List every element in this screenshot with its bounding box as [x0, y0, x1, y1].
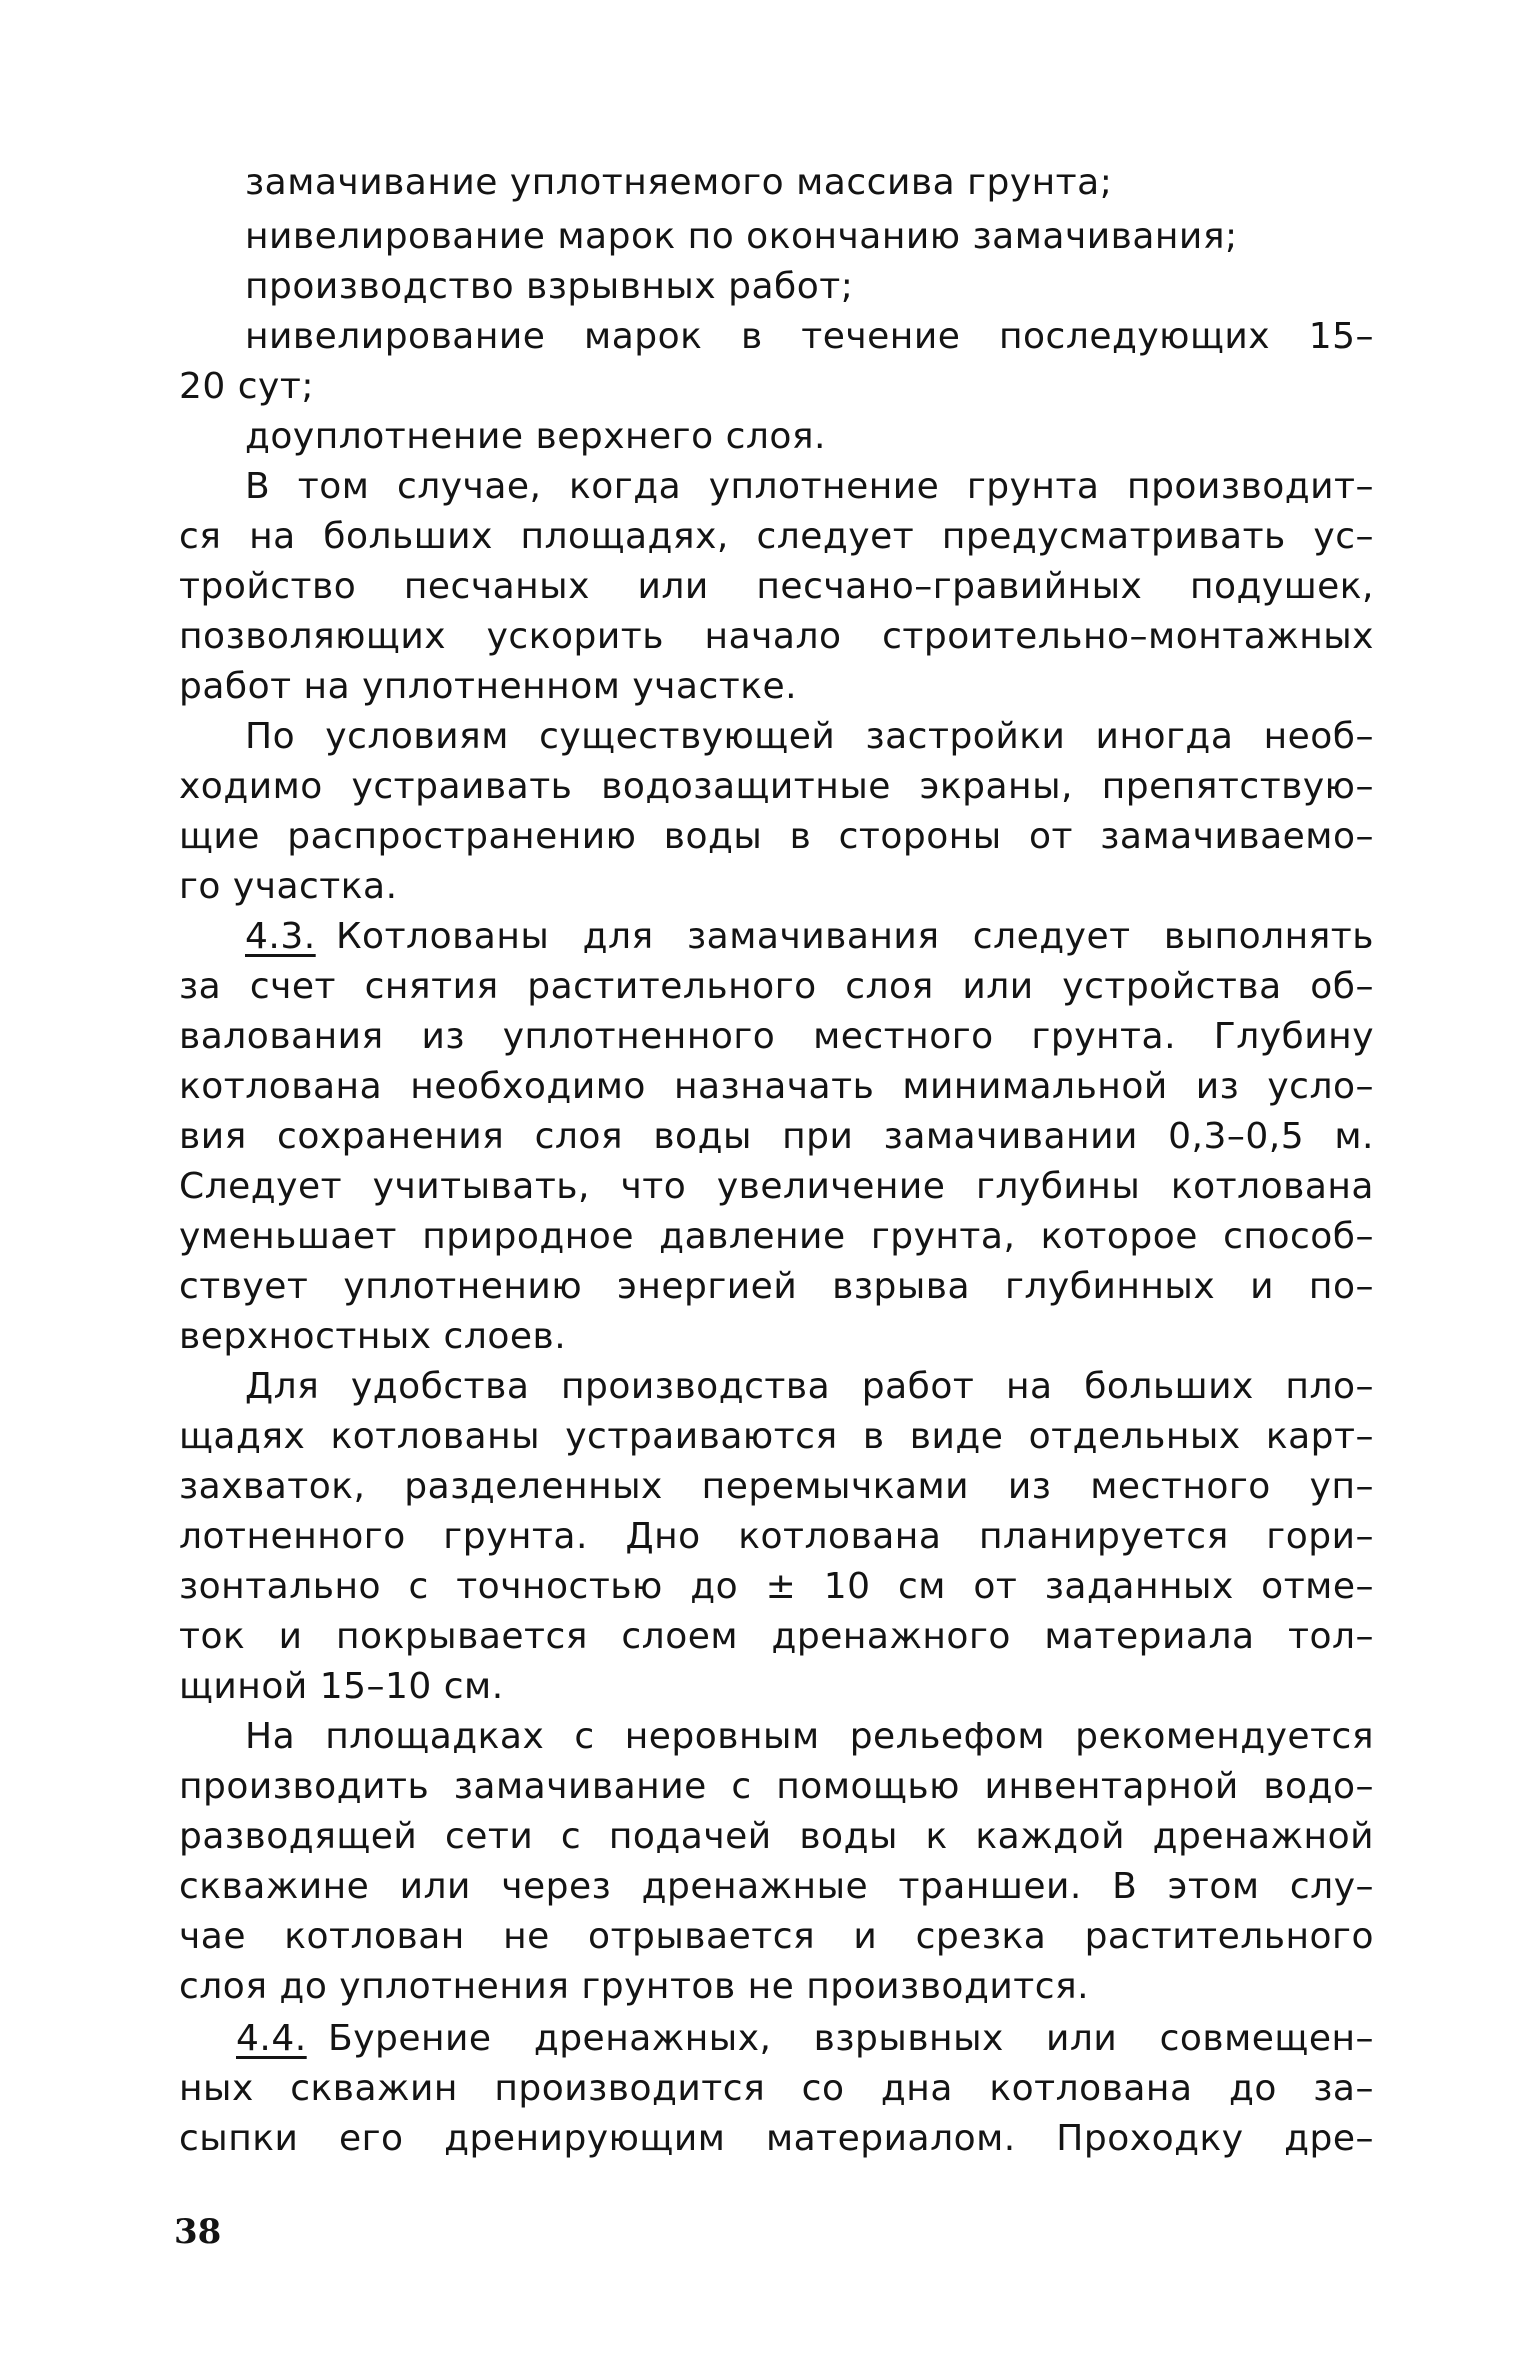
text-line: замачивание уплотняемого массива грунта;: [245, 162, 1113, 203]
text-line: По условиям существующей застройки иногда необ–: [245, 716, 1374, 757]
section-number: [245, 914, 315, 962]
section-number-text: 4.4.: [236, 2018, 307, 2059]
text-line: Бурение дренажных, взрывных или совмещен–: [328, 2018, 1374, 2059]
text-line: вия сохранения слоя воды при замачивании 0,3–0,5 м.: [179, 1116, 1374, 1157]
text-line: позволяющих ускорить начало строительно–монтажных: [179, 616, 1374, 657]
text-line: чае котлован не отрывается и срезка растительного: [179, 1916, 1374, 1957]
text-line: го участка.: [179, 866, 398, 907]
text-line: верхностных слоев.: [179, 1316, 567, 1357]
text-line: 20 сут;: [179, 366, 314, 407]
text-line: сыпки его дренирующим материалом. Проходку дре–: [179, 2118, 1374, 2159]
text-line: доуплотнение верхнего слоя.: [245, 416, 826, 457]
text-line: производить замачивание с помощью инвентарной водо–: [179, 1766, 1374, 1807]
text-line: щие распространению воды в стороны от замачиваемо–: [179, 816, 1374, 857]
text-line: разводящей сети с подачей воды к каждой дренажной: [179, 1816, 1374, 1857]
text-line: щиной 15–10 см.: [179, 1666, 504, 1707]
text-line: уменьшает природное давление грунта, которое способ–: [179, 1216, 1374, 1257]
text-line: Котлованы для замачивания следует выполнять: [336, 916, 1374, 957]
text-line: захваток, разделенных перемычками из местного уп–: [179, 1466, 1374, 1507]
section-number: [236, 2016, 316, 2064]
text-line: ных скважин производится со дна котлована до за–: [179, 2068, 1374, 2109]
text-line: ся на больших площадях, следует предусматривать ус–: [179, 516, 1374, 557]
text-line: котлована необходимо назначать минимальной из усло–: [179, 1066, 1374, 1107]
text-line: нивелирование марок по окончанию замачивания;: [245, 216, 1238, 257]
text-line: лотненного грунта. Дно котлована планируется гори–: [179, 1516, 1374, 1557]
text-line: зонтально с точностью до ± 10 см от заданных отме–: [179, 1566, 1374, 1607]
text-line: В том случае, когда уплотнение грунта производит–: [245, 466, 1374, 507]
text-line: нивелирование марок в течение последующих 15–: [245, 316, 1374, 357]
text-line: за счет снятия растительного слоя или устройства об–: [179, 966, 1374, 1007]
text-line: скважине или через дренажные траншеи. В этом слу–: [179, 1866, 1374, 1907]
text-line: Для удобства производства работ на больших пло–: [245, 1366, 1374, 1407]
text-line: работ на уплотненном участке.: [179, 666, 798, 707]
section-number-text: 4.3.: [245, 916, 316, 957]
text-line: производство взрывных работ;: [245, 266, 854, 307]
text-line: ствует уплотнению энергией взрыва глубинных и по–: [179, 1266, 1374, 1307]
text-line: На площадках с неровным рельефом рекомендуется: [245, 1716, 1374, 1757]
text-line: Следует учитывать, что увеличение глубины котлована: [179, 1166, 1374, 1207]
text-line: щадях котлованы устраиваются в виде отдельных карт–: [179, 1416, 1374, 1457]
text-line: ток и покрывается слоем дренажного материала тол–: [179, 1616, 1374, 1657]
text-line: ходимо устраивать водозащитные экраны, препятствую–: [179, 766, 1374, 807]
text-line: валования из уплотненного местного грунта. Глубину: [179, 1016, 1374, 1057]
text-line: тройство песчаных или песчано–гравийных подушек,: [179, 566, 1374, 607]
page-number: 38: [174, 2212, 222, 2252]
text-line: слоя до уплотнения грунтов не производится.: [179, 1966, 1090, 2007]
